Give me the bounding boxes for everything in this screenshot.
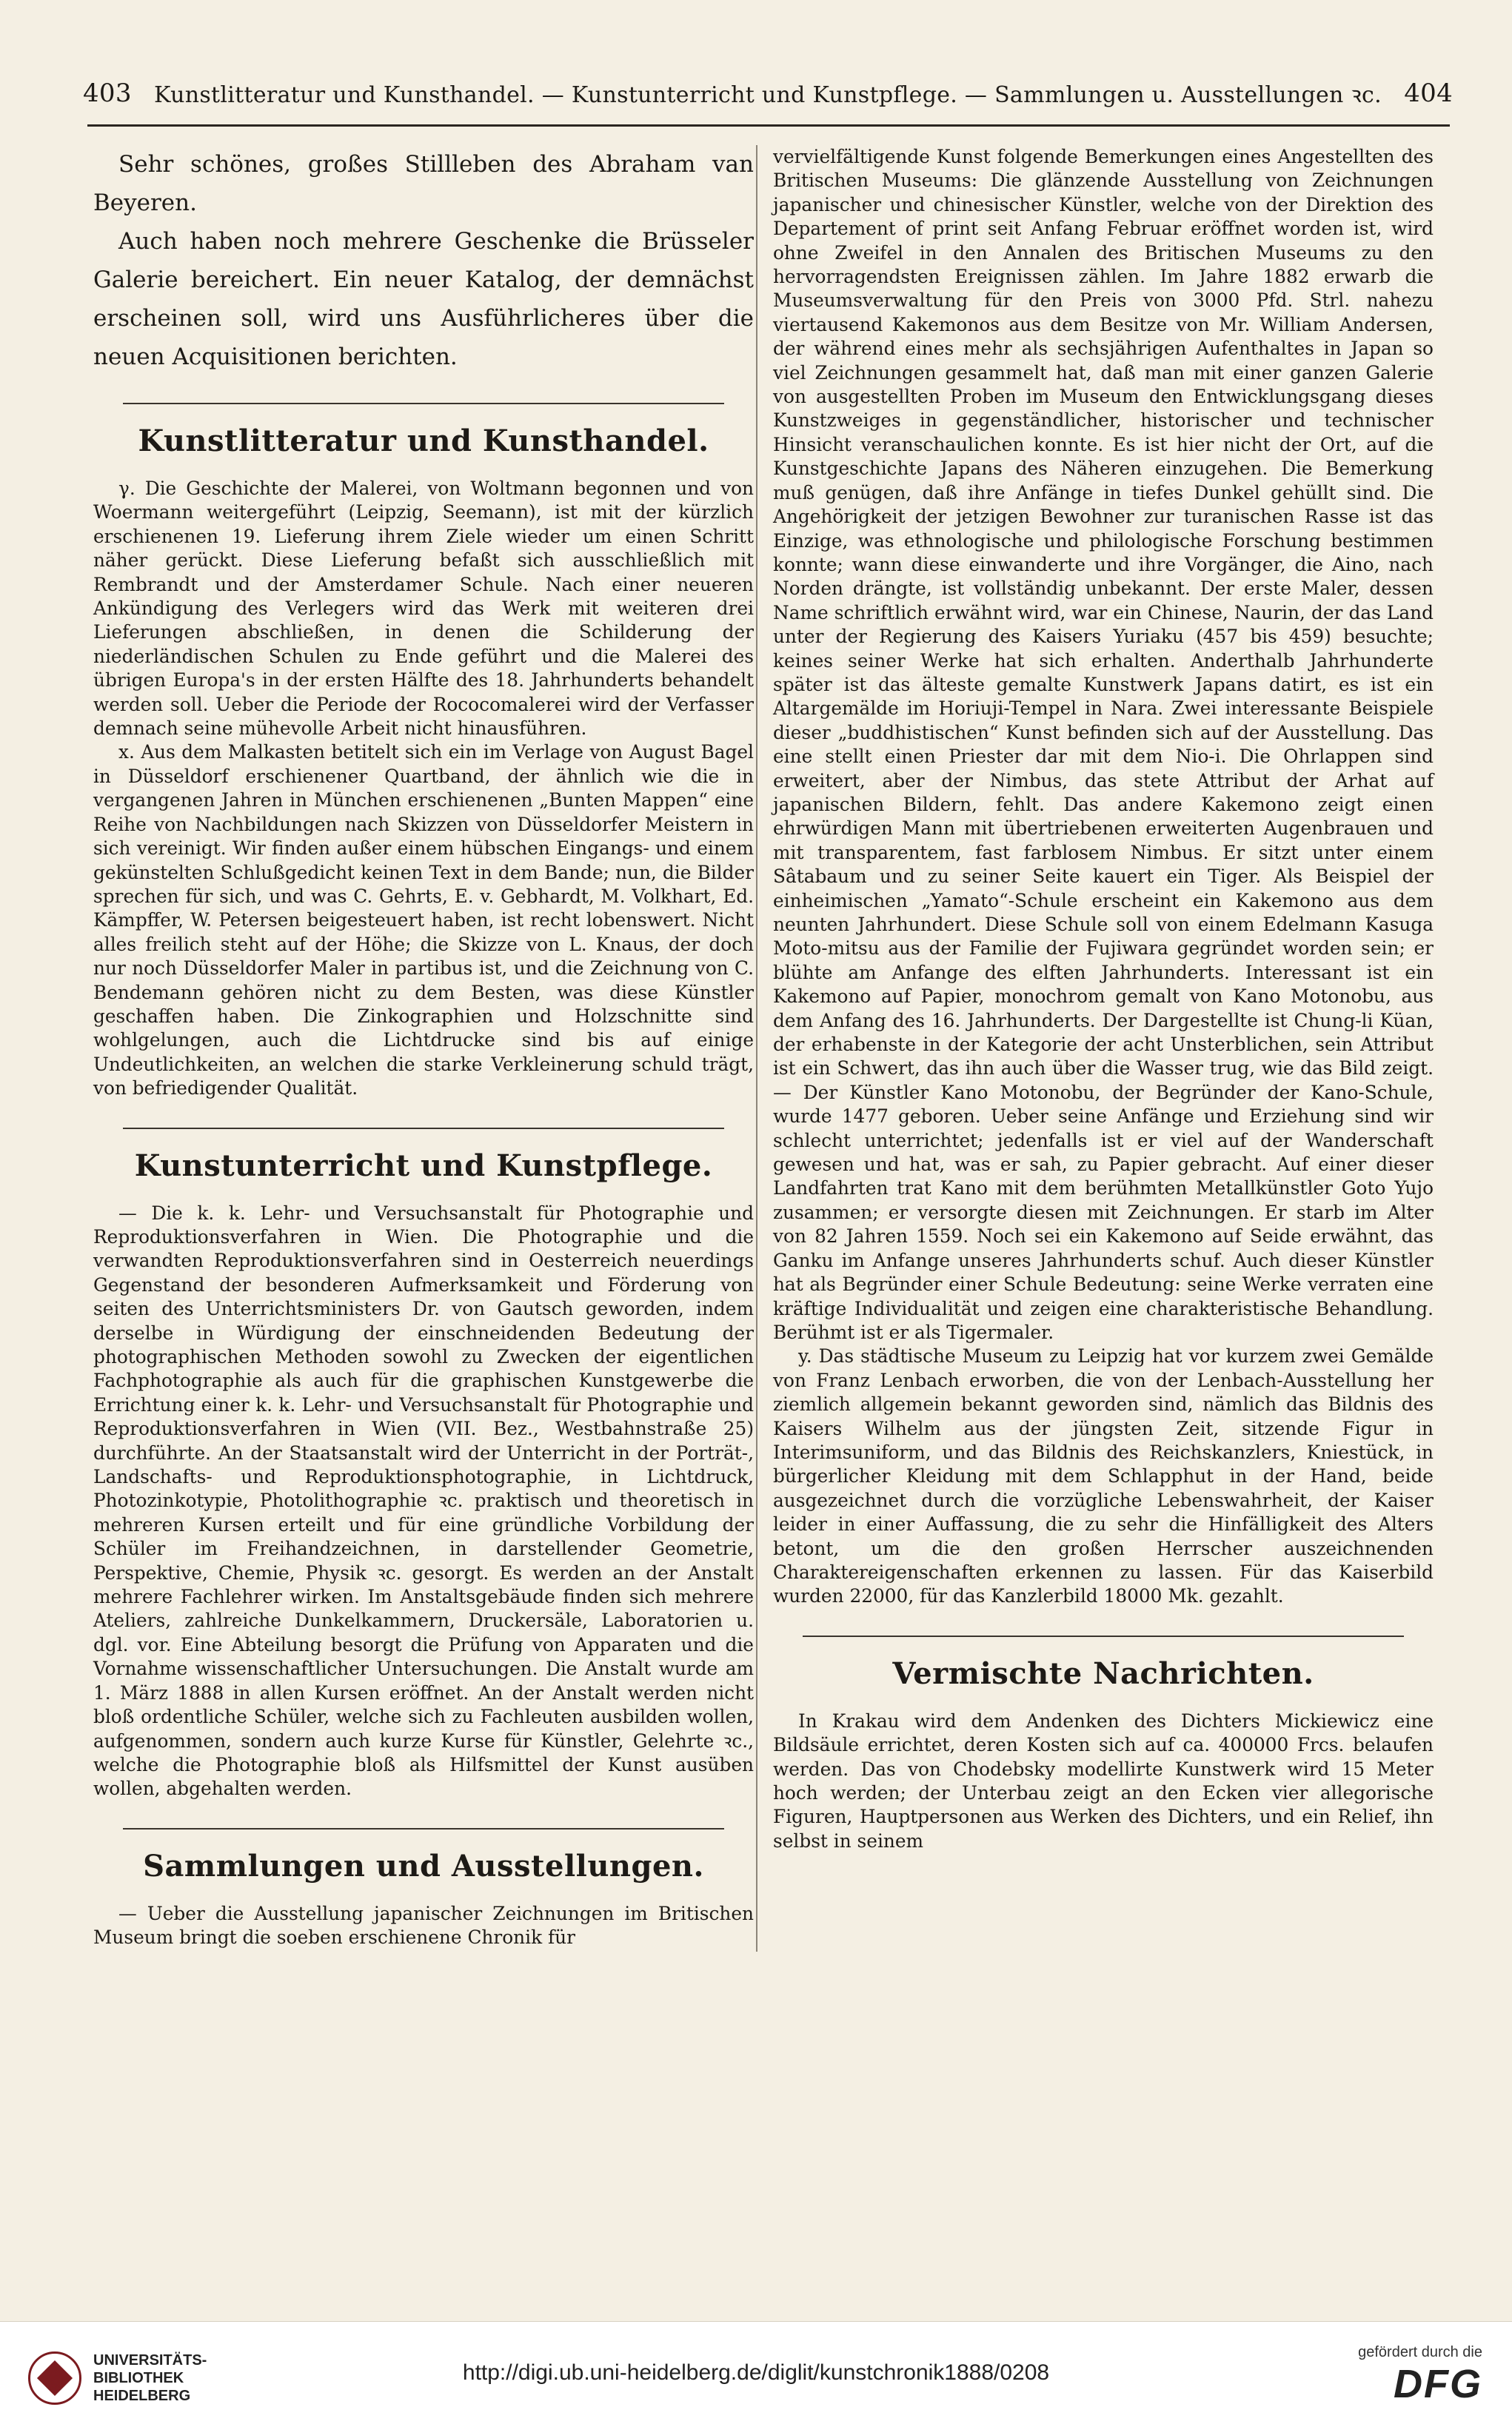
- sponsor-block: [1358, 2344, 1482, 2407]
- page-number-left: 403: [83, 78, 132, 108]
- sponsor-label: gefördert durch die: [1358, 2344, 1482, 2360]
- section-heading-vermischte: Vermischte Nachrichten.: [892, 1656, 1314, 1691]
- left-column: [93, 145, 754, 1950]
- page-number-right: 404: [1404, 78, 1453, 108]
- article-japanische-zeichnungen: — Ueber die Ausstellung japanischer Zeichnungen im Britischen Museum bringt die soeben erschienene Chronik für: [93, 1902, 754, 1949]
- column-divider: [756, 145, 757, 1952]
- article-photographie-wien: — Die k. k. Lehr- und Versuchsanstalt für Photographie und Reproduktionsverfahren in Wien. Die Photographie und die verwandten Reproduktionsverfahren sind in Oesterreich neuerdings Gegenstand der besonderen Aufmerksamkeit und Förderung von seiten des Unterrichtsministers Dr. von Gautsch geworden, indem derselbe in Würdigung der einschneidenden Bedeutung der photographischen Methoden sowohl zu Zwecken der eigentlichen Fachphotographie als auch für die graphischen Kunstgewerbe die Errichtung einer k. k. Lehr- und Versuchsanstalt für Photographie und Reproduktionsverfahren in Wien (VII. Bez., Westbahnstraße 25) durchführte. An der Staatsanstalt wird der Unterricht in der Porträt-, Landschafts- und Reproduktionsphotographie, in Lichtdruck, Photozinkotypie, Photolithographie ꝛc. praktisch und theoretisch in mehreren Kursen erteilt und für eine gründliche Vorbildung der Schüler im Freihandzeichnen, in darstellender Geometrie, Perspektive, Chemie, Physik ꝛc. gesorgt. Es werden an der Anstalt mehrere Fachlehrer wirken. Im Anstaltsgebäude finden sich mehrere Ateliers, zahlreiche Dunkelkammern, Druckersäle, Laboratorien u. dgl. vor. Eine Abteilung besorgt die Prüfung von Apparaten und die Vornahme wissenschaftlicher Untersuchungen. Die Anstalt wurde am 1. März 1888 in allen Kursen eröffnet. An der Anstalt werden nicht bloß ordentliche Schüler, welche sich zu Fachleuten ausbilden wollen, aufgenommen, sondern auch kurze Kurse für Künstler, Gelehrte ꝛc., welche die Photographie bloß als Hilfsmittel der Kunst ausüben wollen, abgehalten werden.: [93, 1202, 754, 1800]
- article-woltmann: γ. Die Geschichte der Malerei, von Woltmann begonnen und von Woermann weitergeführt (Leipzig, Seemann), ist mit der kürzlich erschienenen 19. Lieferung ihrem Ziele wieder um einen Schritt näher gerückt. Diese Lieferung befaßt sich ausschließlich mit Rembrandt und der Amsterdamer Schule. Nach einer neueren Ankündigung des Verlegers wird das Werk mit weiteren drei Lieferungen abschließen, in denen die Schilderung der niederländischen Schulen zu Ende geführt und die Malerei des übrigen Europa's in der ersten Hälfte des 18. Jahrhunderts behandelt werden soll. Ueber die Periode der Rococomalerei wird der Verfasser demnach seine mühevolle Arbeit nicht hinausführen.: [93, 478, 754, 740]
- article-museum-leipzig: y. Das städtische Museum zu Leipzig hat vor kurzem zwei Gemälde von Franz Lenbach erworben, die von der Lenbach-Ausstellung her ziemlich allgemein bekannt geworden sind, nämlich das Bildnis des Kaisers Wilhelm aus der jüngsten Zeit, sitzende Figur in Interimsuniform, und das Bildnis des Reichskanzlers, Kniestück, in bürgerlicher Kleidung mit dem Schlapphut in der Hand, beide ausgezeichnet durch die vorzügliche Lebenswahrheit, der Kaiser leider in einer Auffassung, die zu sehr die Hinfälligkeit des Alters betont, um die den großen Herrscher auszeichnenden Charaktereigenschaften erkennen zu lassen. Für das Kaiserbild wurden 22000, für das Kanzlerbild 18000 Mk. gezahlt.: [773, 1345, 1434, 1607]
- article-japanische-zeichnungen-cont: vervielfältigende Kunst folgende Bemerkungen eines Angestellten des Britischen Museums: Die glänzende Ausstellung von Zeichnungen japanischer und chinesischer Künstler, welche von der Direktion des Departement of print seit Anfang Februar eröffnet worden ist, wird ohne Zweifel in den Annalen des Britischen Museums zu den hervorragendsten Ereignissen zählen. Im Jahre 1882 erwarb die Museumsverwaltung für den Preis von 3000 Pfd. Strl. nahezu viertausend Kakemonos aus dem Besitze von Mr. William Andersen, der während eines mehr als sechsjährigen Aufenthaltes in Japan so viel Zeichnungen gesammelt hat, daß man mit einer ganzen Galerie von ausgestellten Proben im Museum den Entwicklungsgang dieses Kunstzweiges in gegenständlicher, historischer und technischer Hinsicht veranschaulichen konnte. Es ist hier nicht der Ort, auf die Kunstgeschichte Japans des Näheren einzugehen. Die Bemerkung muß genügen, daß ihre Anfänge in tiefes Dunkel gehüllt sind. Die Angehörigkeit der jetzigen Bewohner zur turanischen Rasse ist das Einzige, was ethnologische und philologische Forschung bestimmen konnte; wann diese einwanderte und ihre Vorgänger, die Aino, nach Norden drängte, ist vollständig unbekannt. Der erste Maler, dessen Name schriftlich erwähnt wird, war ein Chinese, Naurin, der das Land unter der Regierung des Kaisers Yuriaku (457 bis 459) besuchte; keines seiner Werke hat sich erhalten. Anderthalb Jahrhunderte später ist das älteste gemalte Kunstwerk Japans datirt, es ist ein Altargemälde im Horiuji-Tempel in Nara. Zwei interessante Beispiele dieser „buddhistischen“ Kunst befinden sich auf der Ausstellung. Das eine stellt einen Priester dar mit dem Nio-i. Die Ohrlappen sind erweitert, aber der Nimbus, das stete Attribut der Arhat auf japanischen Bildern, fehlt. Das andere Kakemono zeigt einen ehrwürdigen Mann mit übertriebenen erweiterten Augenbrauen und mit transparentem, fast farblosem Nimbus. Er sitzt unter einem Sâtabaum und zu seiner Seite kauert ein Tiger. Als Beispiel der einheimischen „Yamato“-Schule erscheint ein Kakemono aus dem neunten Jahrhundert. Diese Schule soll von einem Edelmann Kasuga Moto-mitsu aus der Familie der Fujiwara gegründet worden sein; er blühte am Anfange des elften Jahrhunderts. Interessant ist ein Kakemono auf Papier, monochrom gemalt von Kano Motonobu, aus dem Anfang des 16. Jahrhunderts. Der Dargestellte ist Chung-li Küan, der erhabenste in der Kategorie der acht Unsterblichen, sein Attribut ist ein Schwert, das ihn auch über die Wasser trug, wie das Bild zeigt. — Der Künstler Kano Motonobu, der Begründer der Kano-Schule, wurde 1477 geboren. Ueber seine Anfänge und Erziehung sind wir schlecht unterrichtet; jedenfalls ist er viel auf der Wanderschaft gewesen und hat, was er sah, zu Papier gebracht. Auf einer dieser Landfahrten trat Kano mit dem berühmten Metallkünstler Goto Yujo zusammen; er versorgte diesen mit Zeichnungen. Er starb im Alter von 82 Jahren 1559. Noch sei ein Kakemono auf Seide erwähnt, das Ganku im Anfange unseres Jahrhunderts schuf. Auch dieser Künstler hat als Begründer einer Schule Bedeutung: seine Werke verraten eine kräftige Individualität und zeigen eine charakteristische Behandlung. Berühmt ist er als Tigermaler.: [773, 146, 1434, 1343]
- section-divider: [123, 1128, 724, 1129]
- right-column: [773, 145, 1434, 1853]
- section-divider: [123, 403, 724, 404]
- dfg-logo: DFG: [1394, 2362, 1482, 2406]
- intro-paragraph-2: Auch haben noch mehrere Geschenke die Brüsseler Galerie bereichert. Ein neuer Katalog, der demnächst erscheinen soll, wird uns Ausführlicheres über die neuen Acquisitionen berichten.: [93, 228, 754, 370]
- permalink-url[interactable]: http://digi.ub.uni-heidelberg.de/diglit/kunstchronik1888/0208: [462, 2360, 1050, 2385]
- article-krakau: In Krakau wird dem Andenken des Dichters Mickiewicz eine Bildsäule errichtet, deren Kosten sich auf ca. 400000 Frcs. belaufen werden. Das von Chodebsky modellirte Kunstwerk wird 15 Meter hoch werden; der Unterbau zeigt an den Ecken vier allegorische Figuren, Hauptpersonen aus Werken des Dichters, und ein Relief, ihn selbst in seinem: [773, 1710, 1434, 1852]
- library-name: UNIVERSITÄTS- BIBLIOTHEK HEIDELBERG: [93, 2352, 207, 2404]
- section-heading-kunstunterricht: Kunstunterricht und Kunstpflege.: [134, 1148, 713, 1183]
- header-rule: [87, 124, 1450, 127]
- running-title: Kunstlitteratur und Kunsthandel. — Kunstunterricht und Kunstpflege. — Sammlungen u. Ausstellungen ꝛc.: [154, 81, 1382, 108]
- section-divider: [123, 1828, 724, 1830]
- intro-paragraph-1: Sehr schönes, großes Stillleben des Abraham van Beyeren.: [93, 151, 754, 216]
- article-malkasten: x. Aus dem Malkasten betitelt sich ein im Verlage von August Bagel in Düsseldorf erschienener Quartband, der ähnlich wie die in vergangenen Jahren in München erschienenen „Bunten Mappen“ eine Reihe von Nachbildungen nach Skizzen von Düsseldorfer Meistern in sich vereinigt. Wir finden außer einem hübschen Eingangs- und einem gekünstelten Schlußgedicht keinen Text in dem Bande; nun, die Bilder sprechen für sich, und was C. Gehrts, E. v. Gebhardt, M. Volkhart, Ed. Kämpffer, W. Petersen beigesteuert haben, ist recht lobenswert. Nicht alles freilich steht auf der Höhe; die Skizze von L. Knaus, der doch nur noch Düsseldorfer Maler in partibus ist, und die Zeichnung von C. Bendemann gehören nicht zu dem Besten, was diese Künstler geschaffen haben. Die Zinkographien und Holzschnitte sind wohlgelungen, auch die Lichtdrucke sind bis auf einige Undeutlichkeiten, an welchen die starke Verkleinerung schuld trägt, von befriedigender Qualität.: [93, 741, 754, 1099]
- section-divider: [803, 1636, 1404, 1637]
- running-head: [83, 71, 1453, 116]
- section-heading-sammlungen: Sammlungen und Ausstellungen.: [143, 1848, 704, 1884]
- digitization-footer: [0, 2321, 1512, 2427]
- section-heading-kunstlitteratur: Kunstlitteratur und Kunsthandel.: [138, 424, 709, 458]
